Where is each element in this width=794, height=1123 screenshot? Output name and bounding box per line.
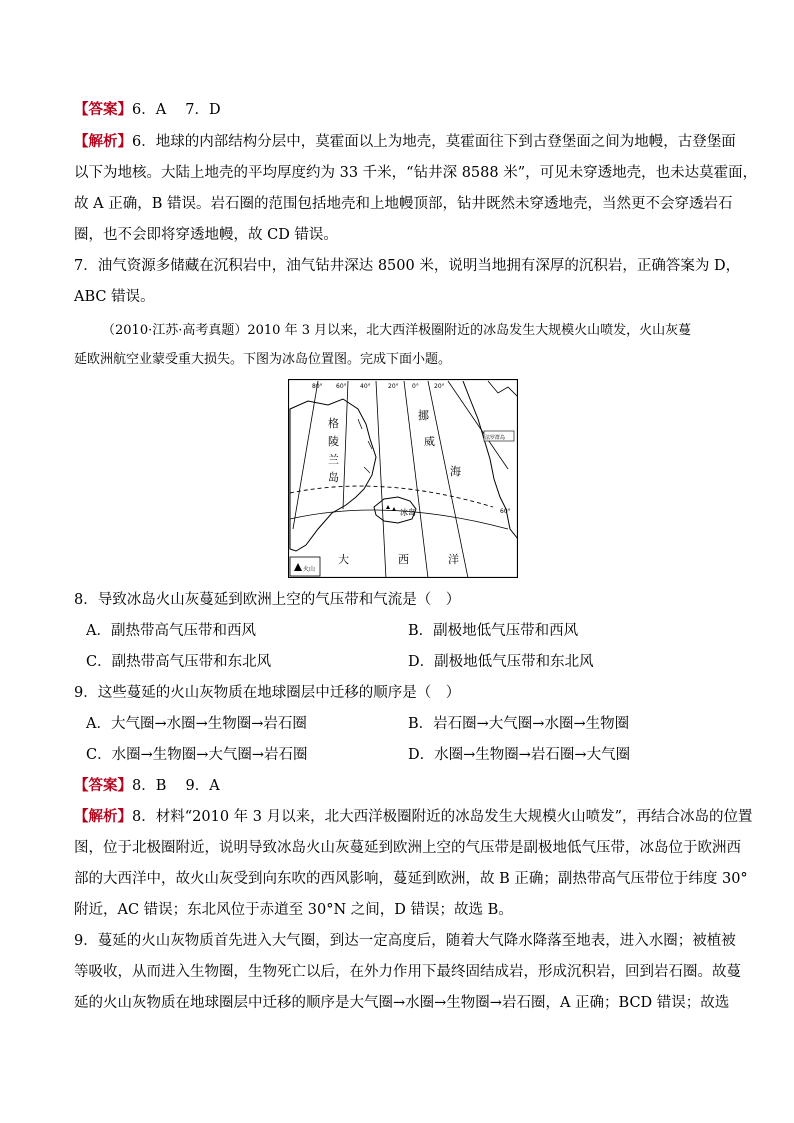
greenland-label: 格 bbox=[328, 417, 339, 430]
norway-sea-label: 海 bbox=[450, 465, 461, 478]
greenland-label: 陵 bbox=[328, 435, 339, 448]
q9-option-c[interactable]: C．水圈→生物圈→大气圈→岩石圈 bbox=[86, 747, 308, 763]
question-stem: （2010·江苏·高考真题）2010 年 3 月以来，北大西洋极圈附近的冰岛发生大规模火山喷发，火山灰蔓 bbox=[102, 323, 692, 338]
analysis-line: 附近，AC 错误；东北风位于赤道至 30°N 之间，D 错误；故选 B。 bbox=[74, 902, 513, 918]
analysis-line: 【解析】6．地球的内部结构分层中，莫霍面以上为地壳，莫霍面往下到古登堡面之间为地幔，古登堡面 bbox=[74, 133, 736, 150]
answer-text: 8．B 9．A bbox=[132, 778, 220, 794]
analysis-tag: 【解析】 bbox=[74, 133, 132, 150]
q9-option-b[interactable]: B．岩石圈→大气圈→水圈→生物圈 bbox=[408, 716, 630, 732]
analysis-line: 以下为地核。大陆上地壳的平均厚度约为 33 千米，“钻井深 8588 米”，可见未穿透地壳，也未达莫霍面， bbox=[74, 165, 758, 181]
q8-option-d[interactable]: D．副极地低气压带和东北风 bbox=[408, 654, 594, 670]
question-9-stem: 9．这些蔓延的火山灰物质在地球圈层中迁移的顺序是（ ） bbox=[74, 685, 461, 701]
norway-sea-label: 挪 bbox=[418, 409, 429, 422]
iceland-label: 冰岛 bbox=[400, 508, 416, 517]
greenland-label: 岛 bbox=[328, 471, 339, 484]
q9-option-a[interactable]: A．大气圈→水圈→生物圈→岩石圈 bbox=[86, 716, 307, 732]
lon-label-6: 20° bbox=[434, 383, 445, 390]
norway-sea-label: 威 bbox=[424, 435, 435, 448]
analysis-line: 故 A 正确，B 错误。岩石圈的范围包括地壳和上地幔顶部，钻井既然未穿透地壳，当然更不会穿透岩石 bbox=[74, 196, 733, 212]
analysis-line: 圈，也不会即将穿透地幔，故 CD 错误。 bbox=[74, 227, 338, 243]
answer-line-1 bbox=[74, 101, 221, 119]
analysis-line: 图，位于北极圈附近，说明导致冰岛火山灰蔓延到欧洲上空的气压带是副极地低气压带，冰岛位于欧洲西 bbox=[74, 840, 741, 856]
faroe-label: 法罗群岛 bbox=[485, 435, 506, 441]
analysis-line: ABC 错误。 bbox=[74, 289, 155, 305]
analysis-tag: 【解析】 bbox=[74, 808, 132, 825]
answer-tag: 【答案】 bbox=[74, 101, 132, 118]
lon-label-2: 60° bbox=[336, 383, 347, 390]
analysis-line: 等吸收，从而进入生物圈，生物死亡以后，在外力作用下最终固结成岩，形成沉积岩，回到岩石圈。故蔓 bbox=[74, 964, 741, 980]
analysis-line: 延的火山灰物质在地球圈层中迁移的顺序是大气圈→水圈→生物圈→岩石圈，A 正确；BCD 错误；故选 bbox=[74, 995, 730, 1011]
lon-label-3: 40° bbox=[360, 383, 371, 390]
analysis-line: 7．油气资源多储藏在沉积岩中，油气钻井深达 8500 米，说明当地拥有深厚的沉积岩，正确答案为 D， bbox=[74, 258, 741, 274]
iceland-location-map bbox=[288, 379, 518, 578]
question-stem: 延欧洲航空业蒙受重大损失。下图为冰岛位置图。完成下面小题。 bbox=[74, 352, 452, 367]
answer-text: 6．A 7．D bbox=[132, 102, 221, 118]
analysis-line: 部的大西洋中，故火山灰受到向东吹的西风影响，蔓延到欧洲，故 B 正确；副热带高气压带位于纬度 30° bbox=[74, 871, 748, 887]
atlantic-label: 洋 bbox=[448, 553, 459, 566]
atlantic-label: 西 bbox=[398, 553, 409, 566]
lon-label-5: 0° bbox=[412, 383, 419, 390]
answer-tag: 【答案】 bbox=[74, 777, 132, 794]
q9-option-d[interactable]: D．水圈→生物圈→岩石圈→大气圈 bbox=[408, 747, 631, 763]
analysis-line: 【解析】8．材料“2010 年 3 月以来，北大西洋极圈附近的冰岛发生大规模火山喷发”，再结合冰岛的位置 bbox=[74, 808, 753, 825]
lon-label-4: 20° bbox=[388, 383, 399, 390]
q8-option-c[interactable]: C．副热带高气压带和东北风 bbox=[86, 654, 272, 670]
greenland-label: 兰 bbox=[328, 453, 339, 466]
lat-label: 60° bbox=[500, 508, 511, 515]
answer-line-2 bbox=[74, 777, 220, 795]
lon-label-1: 80° bbox=[312, 383, 323, 390]
q8-option-a[interactable]: A．副热带高气压带和西风 bbox=[86, 623, 256, 639]
analysis-line: 9．蔓延的火山灰物质首先进入大气圈，到达一定高度后，随着大气降水降落至地表，进入水圈；被植被 bbox=[74, 933, 736, 949]
atlantic-label: 大 bbox=[338, 553, 349, 566]
q8-option-b[interactable]: B．副极地低气压带和西风 bbox=[408, 623, 579, 639]
question-8-stem: 8．导致冰岛火山灰蔓延到欧洲上空的气压带和气流是（ ） bbox=[74, 592, 461, 608]
legend-label: 火山 bbox=[303, 566, 316, 573]
